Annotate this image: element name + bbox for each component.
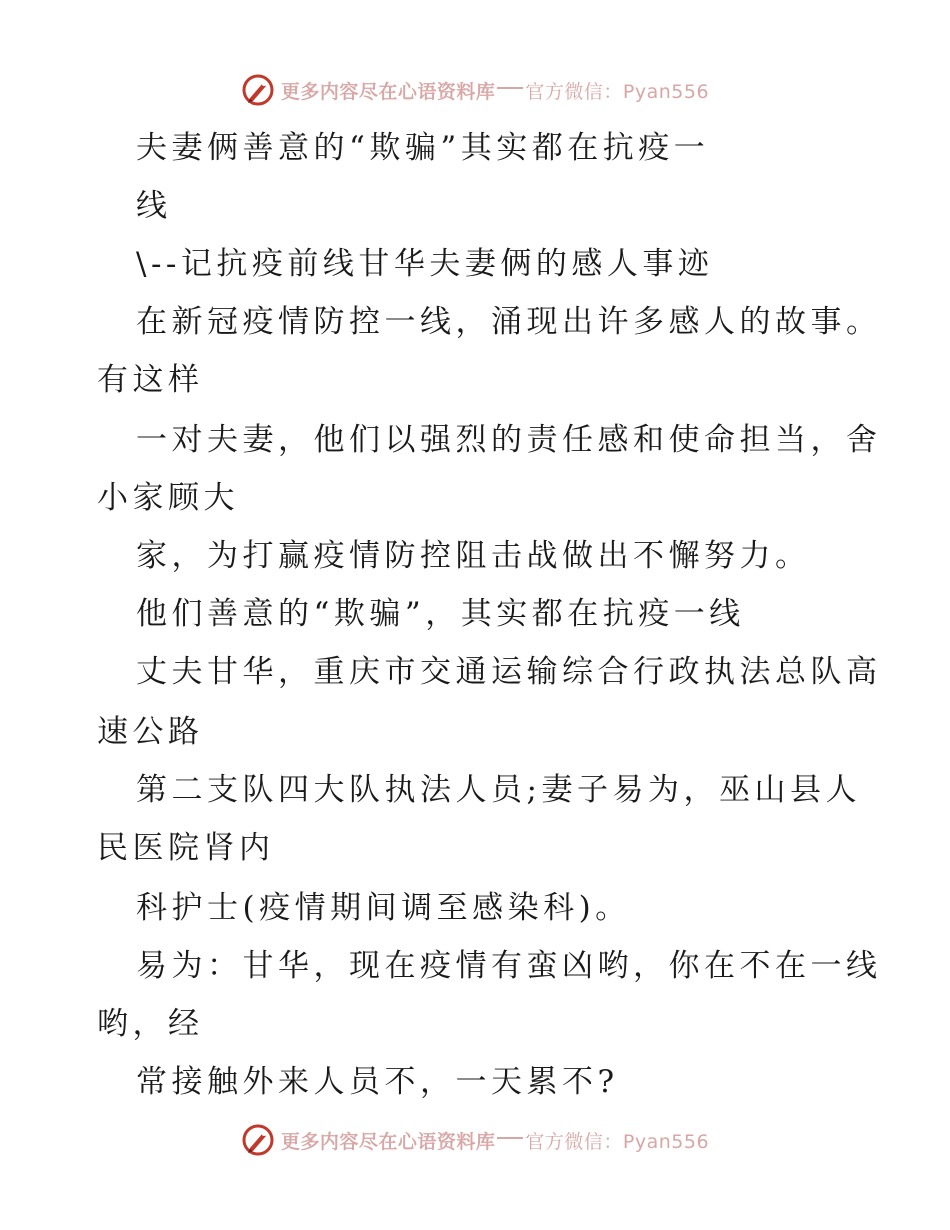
subtitle-line: \--记抗疫前线甘华夫妻俩的感人事迹 <box>136 246 714 282</box>
paragraph-line: 有这样 <box>97 362 204 398</box>
paragraph-line: 他们善意的“欺骗”，其实都在抗疫一线 <box>136 596 745 632</box>
paragraph-line: 民医院肾内 <box>97 830 275 866</box>
header-watermark <box>0 70 950 110</box>
pen-logo-icon <box>241 1123 275 1157</box>
title-line-1: 夫妻俩善意的“欺骗”其实都在抗疫一 <box>136 130 710 166</box>
paragraph-line: 科护士(疫情期间调至感染科)。 <box>136 890 631 926</box>
paragraph-line: 小家顾大 <box>97 480 239 516</box>
paragraph-line: 常接触外来人员不，一天累不? <box>136 1064 619 1100</box>
footer-watermark <box>0 1120 950 1160</box>
watermark-dash <box>497 87 523 89</box>
paragraph-line: 速公路 <box>97 714 204 750</box>
paragraph-line: 哟，经 <box>97 1006 204 1042</box>
paragraph-line: 在新冠疫情防控一线，涌现出许多感人的故事。 <box>136 304 882 340</box>
paragraph-line: 家，为打赢疫情防控阻击战做出不懈努力。 <box>136 538 811 574</box>
paragraph-line: 丈夫甘华，重庆市交通运输综合行政执法总队高 <box>136 654 882 690</box>
watermark-main-text: 更多内容尽在心语资料库 <box>280 80 496 103</box>
paragraph-line: 第二支队四大队执法人员;妻子易为，巫山县人 <box>136 772 861 808</box>
paragraph-line: 易为：甘华，现在疫情有蛮凶哟，你在不在一线 <box>136 948 882 984</box>
paragraph-line: 一对夫妻，他们以强烈的责任感和使命担当，舍 <box>136 422 882 458</box>
watermark-dash <box>497 1137 523 1139</box>
title-line-2: 线 <box>136 188 172 224</box>
watermark-main-text: 更多内容尽在心语资料库 <box>280 1130 496 1153</box>
watermark-suffix-text: 官方微信：Pyan556 <box>525 1130 710 1153</box>
watermark-suffix-text: 官方微信：Pyan556 <box>525 80 710 103</box>
pen-logo-icon <box>241 73 275 107</box>
